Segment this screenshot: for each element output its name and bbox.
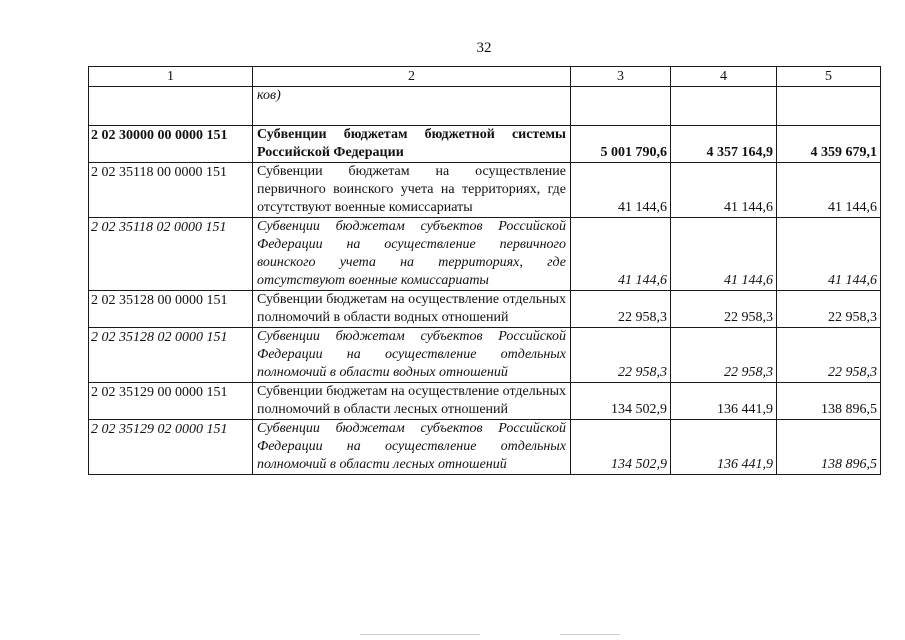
table-row (89, 328, 881, 383)
budget-table (88, 66, 881, 475)
value-cell-col4: 22 958,3 (671, 328, 777, 383)
table-row (89, 163, 881, 218)
value-cell-col3: 134 502,9 (571, 383, 671, 420)
value-cell-col5: 41 144,6 (777, 163, 881, 218)
value-cell-col3 (571, 87, 671, 126)
budget-code-cell: 2 02 35118 02 0000 151 (89, 218, 253, 291)
value-cell-col3: 5 001 790,6 (571, 126, 671, 163)
table-row (89, 87, 881, 126)
column-header: 4 (671, 67, 777, 87)
value-cell-col5 (777, 87, 881, 126)
column-header: 2 (253, 67, 571, 87)
budget-code-cell: 2 02 35128 00 0000 151 (89, 291, 253, 328)
column-header: 5 (777, 67, 881, 87)
budget-code-cell: 2 02 35129 00 0000 151 (89, 383, 253, 420)
value-cell-col3: 22 958,3 (571, 328, 671, 383)
budget-code-cell: 2 02 30000 00 0000 151 (89, 126, 253, 163)
description-cell: Субвенции бюджетам субъектов Российской Федерации на осуществление отдельных полномочий в области лесных отношений (253, 420, 571, 475)
table-row (89, 291, 881, 328)
column-header: 1 (89, 67, 253, 87)
table-row (89, 126, 881, 163)
value-cell-col4: 136 441,9 (671, 383, 777, 420)
table-row (89, 420, 881, 475)
scan-artifact (360, 634, 480, 635)
description-cell: Субвенции бюджетам бюджетной системы Российской Федерации (253, 126, 571, 163)
table-header-row (89, 67, 881, 87)
value-cell-col5: 138 896,5 (777, 383, 881, 420)
description-cell: Субвенции бюджетам на осуществление отдельных полномочий в области лесных отношений (253, 383, 571, 420)
budget-code-cell: 2 02 35129 02 0000 151 (89, 420, 253, 475)
value-cell-col3: 41 144,6 (571, 218, 671, 291)
value-cell-col4: 41 144,6 (671, 218, 777, 291)
table-row (89, 218, 881, 291)
budget-code-cell (89, 87, 253, 126)
column-header: 3 (571, 67, 671, 87)
value-cell-col3: 41 144,6 (571, 163, 671, 218)
value-cell-col4: 41 144,6 (671, 163, 777, 218)
value-cell-col4: 22 958,3 (671, 291, 777, 328)
page-number: 32 (476, 40, 492, 56)
value-cell-col5: 41 144,6 (777, 218, 881, 291)
value-cell-col4: 4 357 164,9 (671, 126, 777, 163)
value-cell-col4: 136 441,9 (671, 420, 777, 475)
value-cell-col3: 22 958,3 (571, 291, 671, 328)
description-cell: Субвенции бюджетам субъектов Российской Федерации на осуществление первичного воинского учета на территориях, где отсутствуют военные комиссариаты (253, 218, 571, 291)
budget-code-cell: 2 02 35128 02 0000 151 (89, 328, 253, 383)
description-cell: ков) (253, 87, 571, 126)
value-cell-col5: 138 896,5 (777, 420, 881, 475)
value-cell-col5: 4 359 679,1 (777, 126, 881, 163)
description-cell: Субвенции бюджетам на осуществление первичного воинского учета на территориях, где отсутствуют военные комиссариаты (253, 163, 571, 218)
value-cell-col5: 22 958,3 (777, 291, 881, 328)
value-cell-col3: 134 502,9 (571, 420, 671, 475)
value-cell-col5: 22 958,3 (777, 328, 881, 383)
budget-code-cell: 2 02 35118 00 0000 151 (89, 163, 253, 218)
description-cell: Субвенции бюджетам на осуществление отдельных полномочий в области водных отношений (253, 291, 571, 328)
table-row (89, 383, 881, 420)
value-cell-col4 (671, 87, 777, 126)
description-cell: Субвенции бюджетам субъектов Российской Федерации на осуществление отдельных полномочий в области водных отношений (253, 328, 571, 383)
scan-artifact (560, 634, 620, 635)
